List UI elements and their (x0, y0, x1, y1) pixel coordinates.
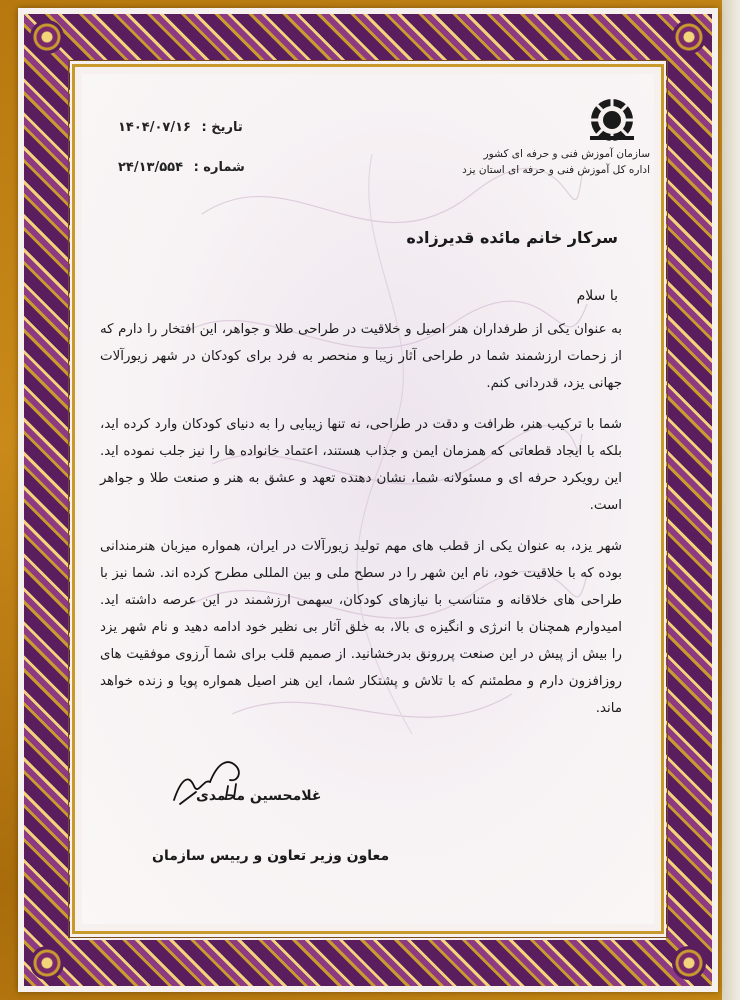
organization-name: سازمان آموزش فنی و حرفه ای کشور (483, 148, 650, 160)
letter-number (118, 160, 245, 175)
signer-title: معاون وزیر تعاون و رییس سازمان (152, 848, 390, 864)
paragraph: به عنوان یکی از طرفداران هنر اصیل و خلاقیت در طراحی طلا و جواهر، این افتخار را دارم که از زحمات ارزشمند شما در طراحی آثار زیبا و منحصر به فرد برای کودکان در شهر زیورآلات جهانی یزد، قدردانی کنم. (100, 322, 622, 391)
organization-logo (588, 96, 636, 144)
folder-edge (722, 0, 740, 1000)
border-corner-ornament (30, 946, 64, 980)
paragraph: شما با ترکیب هنر، ظرافت و دقت در طراحی، نه تنها زیبایی را به دنیای کودکان وارد کرده اید، بلکه با ایجاد قطعاتی که همزمان ایمن و جذاب هستند، اعتماد خانواده ها را نیز جلب نموده اید. این رویکرد حرفه ای و مسئولانه شما، نشان دهنده تعهد و عشق به هنر و صنعت طلا و جواهر است. (100, 417, 622, 513)
border-corner-ornament (672, 946, 706, 980)
letter-body (100, 316, 622, 732)
number-label: شماره : (193, 160, 245, 175)
border-corner-ornament (672, 20, 706, 54)
date-label: تاریخ : (201, 120, 243, 135)
signer-name: غلامحسین محمدی (196, 788, 322, 804)
border-corner-ornament (30, 20, 64, 54)
paragraph: شهر یزد، به عنوان یکی از قطب های مهم تولید زیورآلات در ایران، همواره میزبان هنرمندانی بوده که با خلاقیت خود، نام این شهر را در سطح ملی و بین المللی مطرح کرده اند. شما نیز با طراحی های خلاقانه و متناسب با نیازهای کودکان، سهمی ارزشمند در این عرصه داشته اید. امیدوارم همچنان با انرژی و انگیزه ی بالا، به خلق آثار بی نظیر خود ادامه دهید و نام شهر یزد را بیش از پیش در این صنعت پررونق بدرخشانید. از صمیم قلب برای شما آرزوی موفقیت های روزافزون دارم و مطمئنم که با تلاش و پشتکار شما، این هنر اصیل همواره پویا و زنده خواهد ماند. (100, 539, 622, 716)
date-value: ۱۴۰۴/۰۷/۱۶ (118, 120, 191, 135)
organization-header (462, 96, 650, 186)
greeting: با سلام (576, 288, 618, 304)
organization-office: اداره کل آموزش فنی و حرفه ای استان یزد (462, 164, 650, 176)
number-value: ۲۴/۱۳/۵۵۴ (118, 160, 184, 175)
letter-date (118, 120, 243, 135)
recipient: سرکار خانم مائده قدیرزاده (406, 228, 618, 247)
